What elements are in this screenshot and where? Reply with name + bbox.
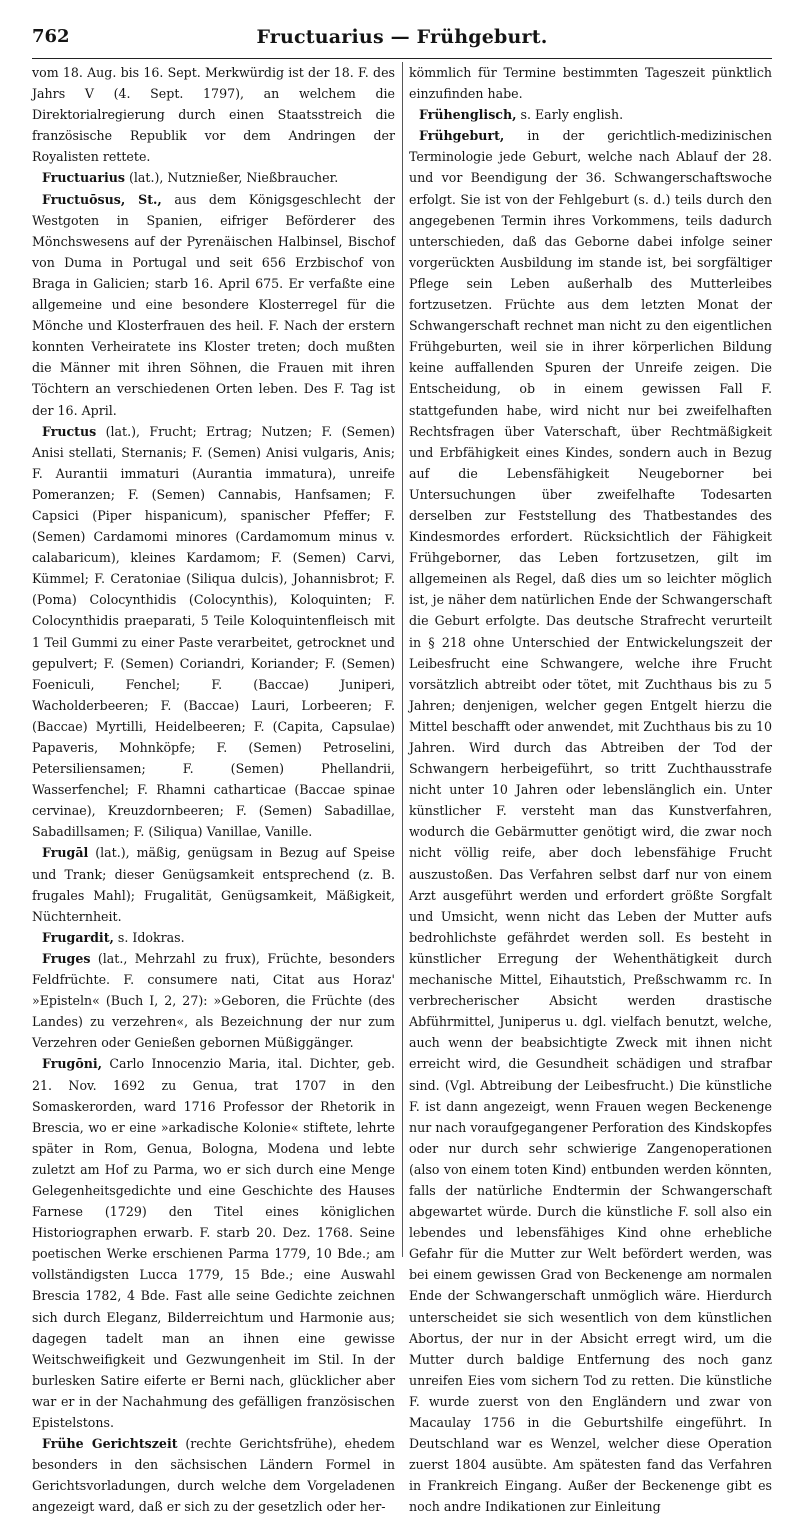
entry-text: s. Early english. <box>516 107 624 123</box>
headword: Frühenglisch, <box>419 107 517 123</box>
headword: Frugāl <box>42 845 89 861</box>
entry-text: (lat.), Frucht; Ertrag; Nutzen; F. (Semen) Anisi stellati, Sternanis; F. (Semen) Anisi vulgaris, Anis; F. Aurantii immaturi (Aurantia immatura), unreife Pomeranzen; F. (Semen) Cannabis, Hanfsamen; F. Capsici (Piper hispanicum), spanischer Pfeffer; F. (Semen) Cardamomi minores (Cardamomum minus v. calabaricum), kleines Kardamom; F. (Semen) Carvi, Kümmel; F. Ceratoniae (Siliqua dulcis), Johannisbrot; F. (Poma) Colocynthidis (Colocynthis), Koloquinten; F. Colocynthidis praeparati, 5 Teile Koloquintenfleisch mit 1 Teil Gummi zu einer Paste verarbeitet, getrocknet und gepulvert; F. (Semen) Coriandri, Koriander; F. (Semen) Foeniculi, Fenchel; F. (Baccae) Juniperi, Wacholderbeeren; F. (Baccae) Lauri, Lorbeeren; F. (Baccae) Myrtilli, Heidelbeeren; F. (Capita, Capsulae) Papaveris, Mohnköpfe; F. (Semen) Petroselini, Petersiliensamen; F. (Semen) Phellandrii, Wasserfenchel; F. Rhamni catharticae (Baccae spinae cervinae), Kreuzdornbeeren; F. (Semen) Sabadillae, Sabadillsamen; F. (Siliqua) Vanillae, Vanille. <box>32 423 395 840</box>
entry-fructuosus <box>32 189 395 421</box>
entry-text: (lat.), Nutznießer, Nießbraucher. <box>124 170 339 186</box>
entry-fruehe-gerichtszeit <box>32 1433 395 1517</box>
header-rule <box>32 58 772 59</box>
entry-cont-1 <box>32 62 395 167</box>
text-columns <box>32 62 772 1515</box>
entry-fruges <box>32 948 395 1053</box>
entry-text: aus dem Königsgeschlecht der Westgoten in Spanien, eifriger Beförderer des Mönchswesens auf der Pyrenäischen Halbinsel, Bischof von Duma in Portugal und seit 656 Erzbischof von Braga in Galicien; starb 16. April 675. Er verfaßte eine allgemeine und eine besondere Klosterregel für die Mönche und Klosterfrauen des heil. F. Nach der erstern konnten Verheiratete ins Kloster treten; doch mußten die Männer mit ihren Söhnen, die Frauen mit ihren Töchtern an verschiedenen Orten leben. Des F. Tag ist der 16. April. <box>32 191 396 418</box>
entry-frugoni <box>32 1053 395 1433</box>
headword: Frugōni, <box>42 1056 103 1072</box>
running-title: Fructuarius — Frühgeburt. <box>256 26 548 48</box>
entry-frugal <box>32 842 395 926</box>
entry-fruehgeburt <box>409 125 772 1517</box>
entry-frugardit <box>32 927 395 948</box>
headword: Fructus <box>42 423 97 439</box>
entry-fruehenglisch <box>409 104 772 125</box>
entry-text: Carlo Innocenzio Maria, ital. Dichter, geb. 21. Nov. 1692 zu Genua, trat 1707 in den Somaskerorden, ward 1716 Professor der Rhetorik in Brescia, wo er eine »arkadische Kolonie« stiftete, lehrte später in Rom, Genua, Bologna, Modena und lebte zuletzt am Hof zu Parma, wo er sich durch eine Menge Gelegenheitsgedichte und eine Geschichte des Hauses Farnese (1729) den Titel eines königlichen Historiographen erwarb. F. starb 20. Dez. 1768. Seine poetischen Werke erschienen Parma 1779, 10 Bde.; am vollständigsten Lucca 1779, 15 Bde.; eine Auswahl Brescia 1782, 4 Bde. Fast alle seine Gedichte zeichnen sich durch Eleganz, Bilderreichtum und Harmonie aus; dagegen tadelt man an ihnen eine gewisse Weitschweifigkeit und Gezwungenheit im Stil. In der burlesken Satire eiferte er Berni nach, glücklicher aber war er in der Nachahmung des gefälligen französischen Epistelstons. <box>32 1056 395 1430</box>
headword: Frühe Gerichtszeit <box>42 1436 178 1452</box>
entry-text: in der gerichtlich-medizinischen Terminologie jede Geburt, welche nach Ablauf der 28. und vor Beendigung der 36. Schwangerschaftswoche erfolgt. Sie ist von der Fehlgeburt (s. d.) teils durch den angegebenen Termin ihres Vorkommens, teils dadurch unterschieden, daß das Geborne dabei infolge seiner vorgerückten Ausbildung im stande ist, bei sorgfältiger Pflege sein Leben außerhalb des Mutterleibes fortzusetzen. Früchte aus dem letzten Monat der Schwangerschaft rechnet man nicht zu den eigentlichen Frühgeburten, weil sie in ihrer körperlichen Bildung keine auffallenden Spuren der Unreife zeigen. Die Entscheidung, ob in einem gewissen Fall F. stattgefunden habe, wird nicht nur bei zweifelhaften Rechtsfragen über Vaterschaft, über Rechtmäßigkeit und Erbfähigkeit eines Kindes, sondern auch in Bezug auf die Lebensfähigkeit Neugeborner bei Untersuchungen über zweifelhafte Todesarten derselben zur Feststellung des Thatbestandes des Kindesmordes erfordert. Rücksichtlich der Fähigkeit Frühgeborner, das Leben fortzusetzen, gilt im allgemeinen als Regel, daß dies um so leichter möglich ist, je näher dem natürlichen Ende der Schwangerschaft die Geburt erfolgte. Das deutsche Strafrecht verurteilt in § 218 ohne Unterschied der Entwickelungszeit der Leibesfrucht eine Schwangere, welche ihre Frucht vorsätzlich abtreibt oder tötet, mit Zuchthaus bis zu 5 Jahren; denjenigen, welcher gegen Entgelt hierzu die Mittel beschafft oder anwendet, mit Zuchthaus bis zu 10 Jahren. Wird durch das Abtreiben der Tod der Schwangern herbeigeführt, so tritt Zuchthausstrafe nicht unter 10 Jahren oder lebenslänglich ein. Unter künstlicher F. versteht man das Kunstverfahren, wodurch die Gebärmutter genötigt wird, die zwar noch nicht völlig reife, aber doch lebensfähige Frucht auszustoßen. Das Verfahren selbst darf nur von einem Arzt ausgeführt werden und erfordert größte Sorgfalt und Umsicht, wenn nicht das Leben der Mutter aufs bedrohlichste gefährdet werden soll. Es besteht in künstlicher Erregung der Wehenthätigkeit durch mechanische Mittel, Eihautstich, Preßschwamm rc. In verbrecherischer Absicht werden drastische Abführmittel, Juniperus u. dgl. vielfach benutzt, welche, auch wenn der beabsichtigte Zweck mit ihnen nicht erreicht wird, die Gesundheit schädigen und strafbar sind. (Vgl. Abtreibung der Leibesfrucht.) Die künstliche F. ist dann angezeigt, wenn Frauen wegen Beckenenge nur nach voraufgegangener Perforation des Kindskopfes oder nur durch sehr schwierige Zangenoperationen (also von einem toten Kind) entbunden werden könnten, falls der natürliche Endtermin der Schwangerschaft abgewartet würde. Durch die künstliche F. soll also ein lebendes und lebensfähiges Kind ohne erhebliche Gefahr für die Mutter zur Welt befördert werden, was bei einem gewissen Grad von Beckenenge am normalen Ende der Schwangerschaft unmöglich wäre. Hierdurch unterscheidet sie sich wesentlich von dem künstlichen Abortus, der nur in der Absicht erregt wird, um die Mutter durch baldige Entfernung des noch ganz unreifen Eies vom sichern Tod zu retten. Die künstliche F. wurde zuerst von den Engländern und zwar von Macaulay 1756 in die Geburtshilfe eingeführt. In Deutschland war es Wenzel, welcher diese Operation zuerst 1804 ausübte. Am spätesten fand das Verfahren in Frankreich Eingang. Außer der Beckenenge gibt es noch andre Indikationen zur Einleitung <box>409 128 772 1515</box>
headword: Fructuarius <box>42 170 125 186</box>
entry-text: kömmlich für Termine bestimmten Tageszeit pünktlich einzufinden habe. <box>409 65 772 102</box>
entry-text: (lat., Mehrzahl zu frux), Früchte, besonders Feldfrüchte. F. consumere nati, Citat aus Horaz' »Episteln« (Buch I, 2, 27): »Geboren, die Früchte (des Landes) zu verzehren«, als Bezeichnung der nur zum Verzehren oder Genießen gebornen Müßiggänger. <box>32 950 395 1051</box>
page-header <box>32 26 772 54</box>
entry-text: (lat.), mäßig, genügsam in Bezug auf Speise und Trank; dieser Genügsamkeit entsprechend (z. B. frugales Mahl); Frugalität, Genügsamkeit, Mäßigkeit, Nüchternheit. <box>32 845 395 924</box>
left-column <box>32 62 396 1515</box>
headword: Frugardit, <box>42 929 114 945</box>
entry-cont-2 <box>409 62 772 104</box>
column-divider <box>402 62 403 1257</box>
headword: Fructuōsus, St., <box>42 191 162 207</box>
entry-text: vom 18. Aug. bis 16. Sept. Merkwürdig ist der 18. F. des Jahrs V (4. Sept. 1797), an welchem die Direktorialregierung durch einen Staatsstreich die französische Republik vor dem Andringen der Royalisten rettete. <box>32 65 395 165</box>
entry-text: s. Idokras. <box>113 929 185 945</box>
entry-fructuarius <box>32 167 395 188</box>
entry-text: (rechte Gerichtsfrühe), ehedem besonders in den sächsischen Ländern Formel in Gerichtsvorladungen, durch welche dem Vorgeladenen angezeigt ward, daß er sich zu der gesetzlich oder her- <box>32 1436 395 1515</box>
entry-fructus <box>32 421 395 843</box>
page-number: 762 <box>32 26 70 47</box>
headword: Frühgeburt, <box>419 128 505 144</box>
right-column <box>409 62 772 1515</box>
headword: Fruges <box>42 950 91 966</box>
